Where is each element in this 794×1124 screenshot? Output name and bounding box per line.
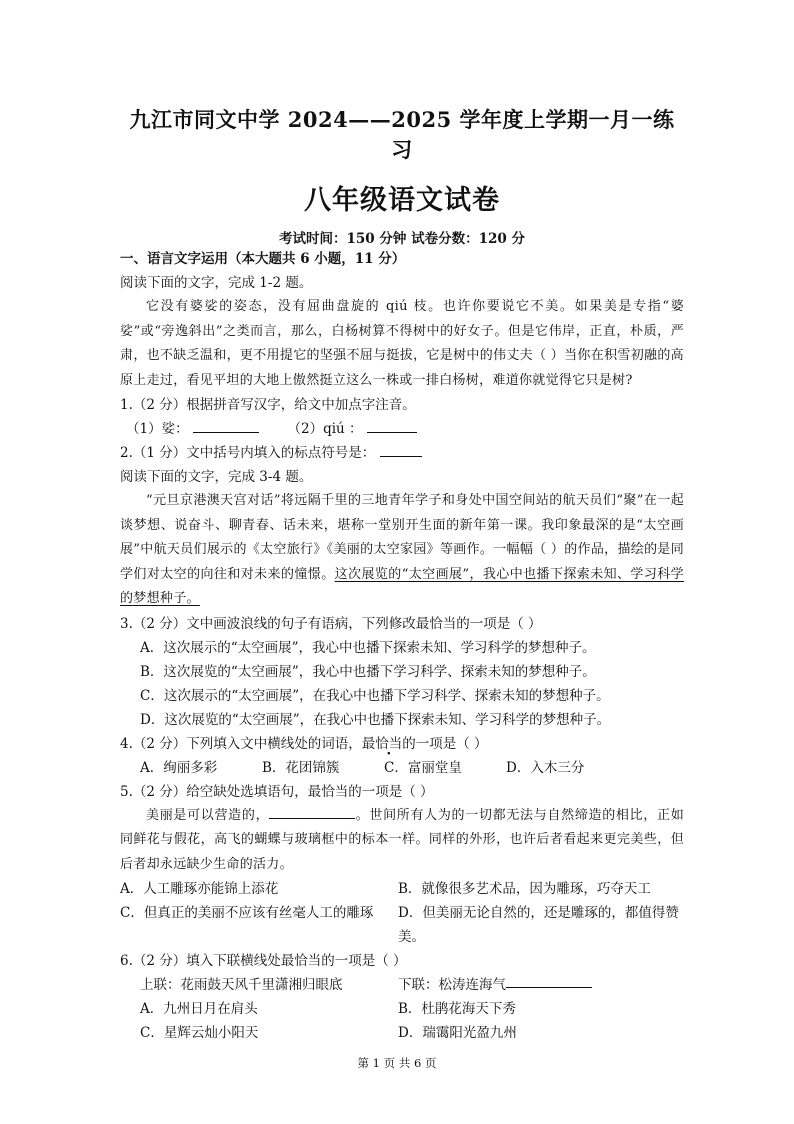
q1-a-label: （1）娑： xyxy=(126,421,189,437)
q6-upper: 上联：花雨鼓天风千里潇湘归眼底 xyxy=(140,977,343,993)
question-2 xyxy=(120,441,684,465)
passage-2-main: “元旦京港澳天宫对话”将远隔千里的三地青年学子和身处中国空间站的航天员们“聚”在一起谈梦想、说奋斗、聊青春、话未来，堪称一堂别开生面的新年第一课。我印象最深的是“太空画展”中航天员们展示的《太空旅行》《美丽的太空家园》等画作。一幅幅（ ）的作品，描绘的是同学们对太空的向往和对未来的憧憬。 xyxy=(120,493,684,582)
q5-passage-b: 。世间所有人为的一切都无法与自然缔造的相比，正如同鲜花与假花，高飞的蝴蝶与玻璃框中的标本一样。同样的外形，也许后者看起来更完美些，但后者却永远缺少生命的活力。 xyxy=(120,807,685,872)
q5-passage-a: 美丽是可以营造的， xyxy=(146,807,270,823)
reading-instruction-1: 阅读下面的文字，完成 1-2 题。 xyxy=(120,275,313,291)
q6-blank[interactable] xyxy=(506,973,592,988)
q4-option-b[interactable]: B．花团锦簇 xyxy=(262,759,340,776)
page-footer: 第 1 页 共 6 页 xyxy=(357,1056,437,1070)
q4-option-a[interactable]: A．绚丽多彩 xyxy=(140,759,218,776)
q4-dotted-word: 恰当 xyxy=(375,735,403,752)
question-3: 3.（2 分）文中画波浪线的句子有语病，下列修改最恰当的一项是（ ） xyxy=(120,615,542,632)
question-5: 5.（2 分）给空缺处选填语句，最恰当的一项是（ ） xyxy=(120,783,434,800)
q5-option-d[interactable]: D．但美丽无论自然的，还是雕琢的，都值得赞美。 xyxy=(398,905,679,945)
q2-text: 2.（1 分）文中括号内填入的标点符号是： xyxy=(120,445,376,461)
q4-text-pre: 4.（2 分）下列填入文中横线处的词语，最 xyxy=(120,735,376,752)
q6-options-row-1 xyxy=(120,997,684,1021)
q4-options xyxy=(120,756,684,780)
q6-option-d[interactable]: D．瑞霭阳光盈九州 xyxy=(398,1025,517,1041)
q6-options-row-2 xyxy=(120,1021,684,1045)
q4-option-c[interactable]: C．富丽堂皇 xyxy=(384,759,462,776)
section-heading: 一、语言文字运用（本大题共 6 小题，11 分） xyxy=(120,251,406,267)
q5-blank[interactable] xyxy=(269,804,355,819)
passage-1: 它没有婆娑的姿态，没有屈曲盘旋的 qiú 枝。也许你要说它不美。如果美是专指“婆娑”或“旁逸斜出”之类而言，那么，白杨树算不得树中的好女子。但是它伟岸，正直，朴质，严肃，也不缺乏温和，更不用提它的坚强不屈与挺拔，它是树中的伟丈夫（ ）当你在积雪初融的高原上走过，看见平坦的大地上傲然挺立这么一株或一排白杨树，难道你就觉得它只是树? xyxy=(120,299,684,388)
question-1-blanks xyxy=(120,417,684,441)
q4-option-d[interactable]: D．入木三分 xyxy=(506,759,585,776)
q4-text-post: 的一项是（ ） xyxy=(402,735,488,752)
q2-blank[interactable] xyxy=(380,442,422,457)
q1-b-label: （2）qiú ： xyxy=(287,421,363,437)
passage-2 xyxy=(120,489,684,612)
q5-option-b[interactable]: B．就像很多艺术品，因为雕琢，巧夺天工 xyxy=(398,881,651,897)
q1-a-blank[interactable] xyxy=(193,418,259,433)
q6-option-b[interactable]: B．杜鹃花海天下秀 xyxy=(398,1001,516,1017)
q3-option-d[interactable]: D．这次展览的“太空画展”，在我心中也播下探索未知、学习科学的梦想种子。 xyxy=(140,711,611,728)
q3-option-b[interactable]: B．这次展览的“太空画展”，我心中也播下学习科学、探索未知的梦想种子。 xyxy=(140,663,596,680)
exam-title: 九江市同文中学 2024——2025 学年度上学期一月一练习 xyxy=(129,107,675,162)
q6-option-a[interactable]: A．九州日月在肩头 xyxy=(140,1001,258,1017)
reading-instruction-2: 阅读下面的文字，完成 3-4 题。 xyxy=(120,469,313,485)
question-6: 6.（2 分）填入下联横线处最恰当的一项是（ ） xyxy=(120,953,407,969)
q5-option-a[interactable]: A．人工雕琢亦能锦上添花 xyxy=(120,881,279,897)
q5-options-row-1 xyxy=(120,877,684,901)
exam-subtitle: 八年级语文试卷 xyxy=(304,185,500,216)
q5-option-c[interactable]: C．但真正的美丽不应该有丝毫人工的雕琢 xyxy=(120,905,374,921)
exam-meta: 考试时间：150 分钟 试卷分数：120 分 xyxy=(279,231,525,247)
q3-option-c[interactable]: C．这次展示的“太空画展”，在我心中也播下学习科学、探索未知的梦想种子。 xyxy=(140,687,610,704)
q5-passage xyxy=(120,804,684,878)
q6-couplet xyxy=(120,973,684,997)
question-1: 1.（2 分）根据拼音写汉字，给文中加点字注音。 xyxy=(120,397,416,413)
q1-b-blank[interactable] xyxy=(367,418,417,433)
q6-option-c[interactable]: C．星辉云灿小阳天 xyxy=(140,1025,259,1041)
question-4 xyxy=(120,732,684,756)
q5-options-row-2 xyxy=(120,901,684,949)
q6-lower: 下联：松涛连海气 xyxy=(398,977,506,993)
passage-2-wavy-sentence: 这次展览的“太空画展”，我心中也播下探索未知、学习科学的梦想种子。 xyxy=(120,566,684,606)
q3-option-a[interactable]: A．这次展示的“太空画展”，我心中也播下探索未知、学习科学的梦想种子。 xyxy=(140,639,596,656)
